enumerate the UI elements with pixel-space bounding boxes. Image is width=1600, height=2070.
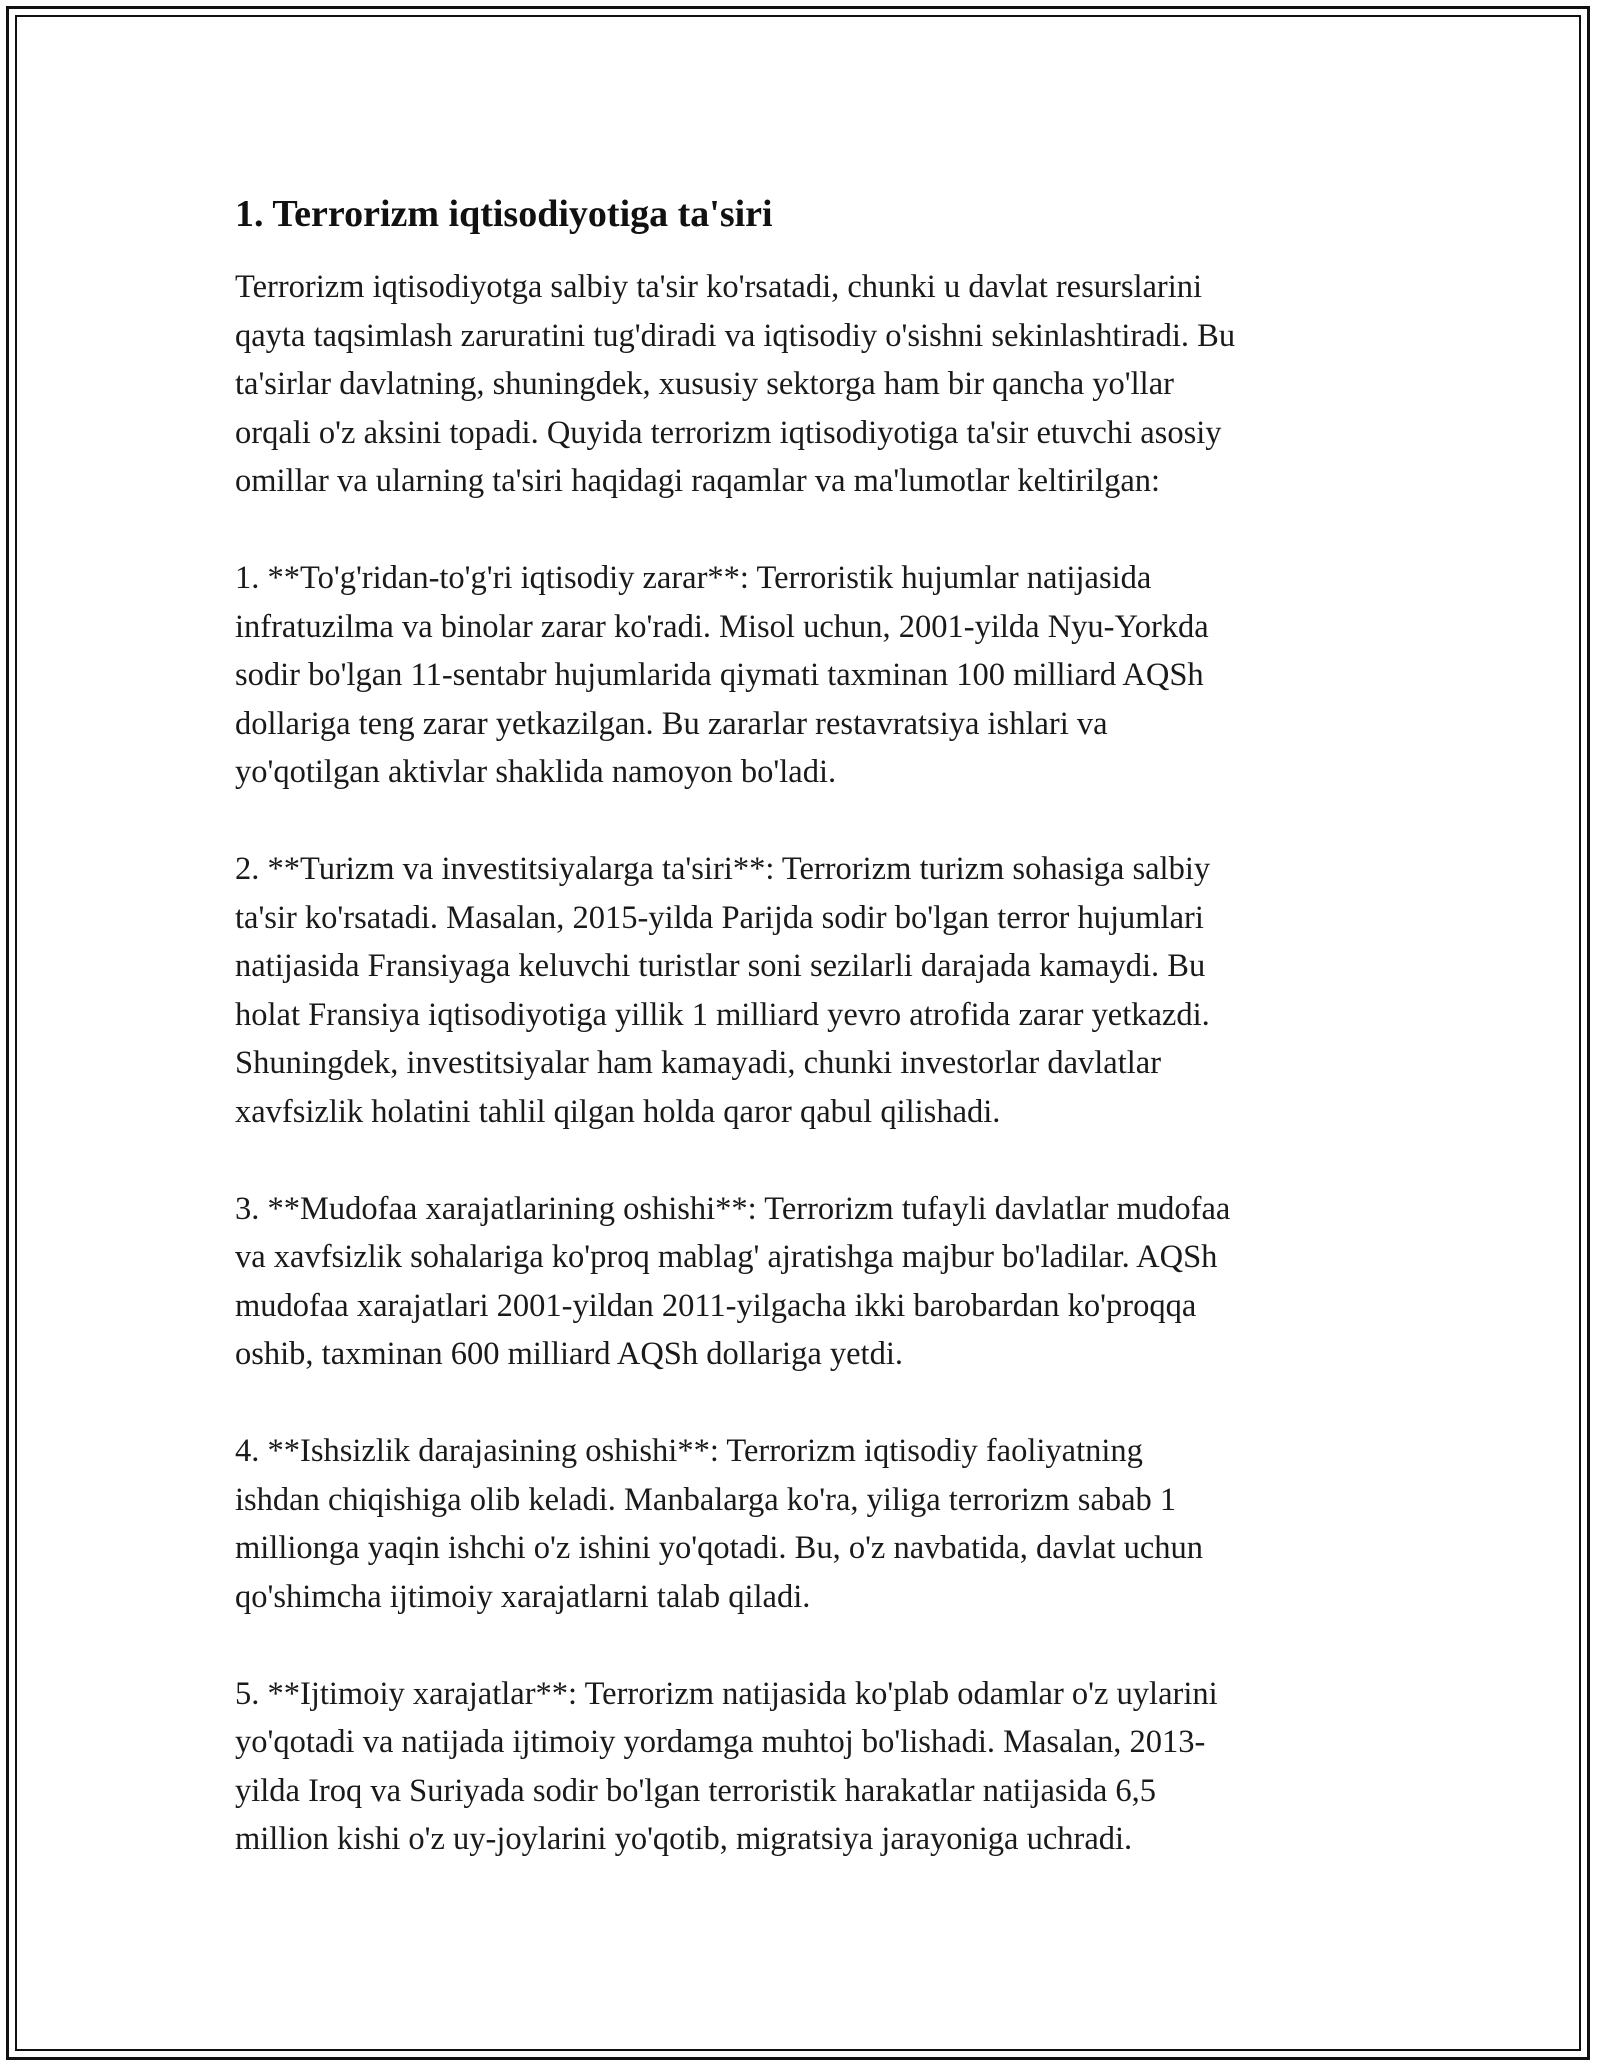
list-item-defense-spending: 3. **Mudofaa xarajatlarining oshishi**: Terrorizm tufayli davlatlar mudofaa va xavfsizlik sohalariga ko'proq mablag' ajratishga majbur bo'ladilar. AQSh mudofaa xarajatlari 2001-yildan 2011-yilgacha ikki barobardan ko'proqqa oshib, taxminan 600 milliard AQSh dollariga yetdi.: [235, 1190, 1231, 1372]
list-item-tourism-investment: 2. **Turizm va investitsiyalarga ta'siri**: Terrorizm turizm sohasiga salbiy ta'sir ko'rsatadi. Masalan, 2015-yilda Parijda sodir bo'lgan terror hujumlari natijasida Fransiyaga keluvchi turistlar soni sezilarli darajada kamaydi. Bu holat Fransiya iqtisodiyotiga yillik 1 milliard yevro atrofida zarar yetkazdi. Shuningdek, investitsiyalar ham kamayadi, chunki investorlar davlatlar xavfsizlik holatini tahlil qilgan holda qaror qabul qilishadi.: [235, 851, 1211, 1130]
list-item-unemployment: 4. **Ishsizlik darajasining oshishi**: Terrorizm iqtisodiy faoliyatning ishdan chiqishiga olib keladi. Manbalarga ko'ra, yiliga terrorizm sabab 1 millionga yaqin ishchi o'z ishini yo'qotadi. Bu, o'z navbatida, davlat uchun qo'shimcha ijtimoiy xarajatlarni talab qiladi.: [235, 1433, 1204, 1615]
list-item-direct-damage: 1. **To'g'ridan-to'g'ri iqtisodiy zarar**: Terroristik hujumlar natijasida infratuzilma va binolar zarar ko'radi. Misol uchun, 2001-yilda Nyu-Yorkda sodir bo'lgan 11-sentabr hujumlarida qiymati taxminan 100 milliard AQSh dollariga teng zarar yetkazilgan. Bu zararlar restavratsiya ishlari va yo'qotilgan aktivlar shaklida namoyon bo'ladi.: [235, 560, 1209, 790]
document-body: [235, 185, 1375, 1864]
list-item-social-costs: 5. **Ijtimoiy xarajatlar**: Terrorizm natijasida ko'plab odamlar o'z uylarini yo'qotadi va natijada ijtimoiy yordamga muhtoj bo'lishadi. Masalan, 2013- yilda Iroq va Suriyada sodir bo'lgan terroristik harakatlar natijasida 6,5 million kishi o'z uy-joylarini yo'qotib, migratsiya jarayoniga uchradi.: [235, 1675, 1218, 1857]
intro-paragraph: Terrorizm iqtisodiyotga salbiy ta'sir ko'rsatadi, chunki u davlat resurslarini qayta taqsimlash zaruratini tug'diradi va iqtisodiy o'sishni sekinlashtiradi. Bu ta'sirlar davlatning, shuningdek, xususiy sektorga ham bir qancha yo'llar orqali o'z aksini topadi. Quyida terrorizm iqtisodiyotiga ta'sir etuvchi asosiy omillar va ularning ta'siri haqidagi raqamlar va ma'lumotlar keltirilgan:: [235, 269, 1236, 499]
section-heading: 1. Terrorizm iqtisodiyotiga ta'siri: [235, 193, 773, 235]
